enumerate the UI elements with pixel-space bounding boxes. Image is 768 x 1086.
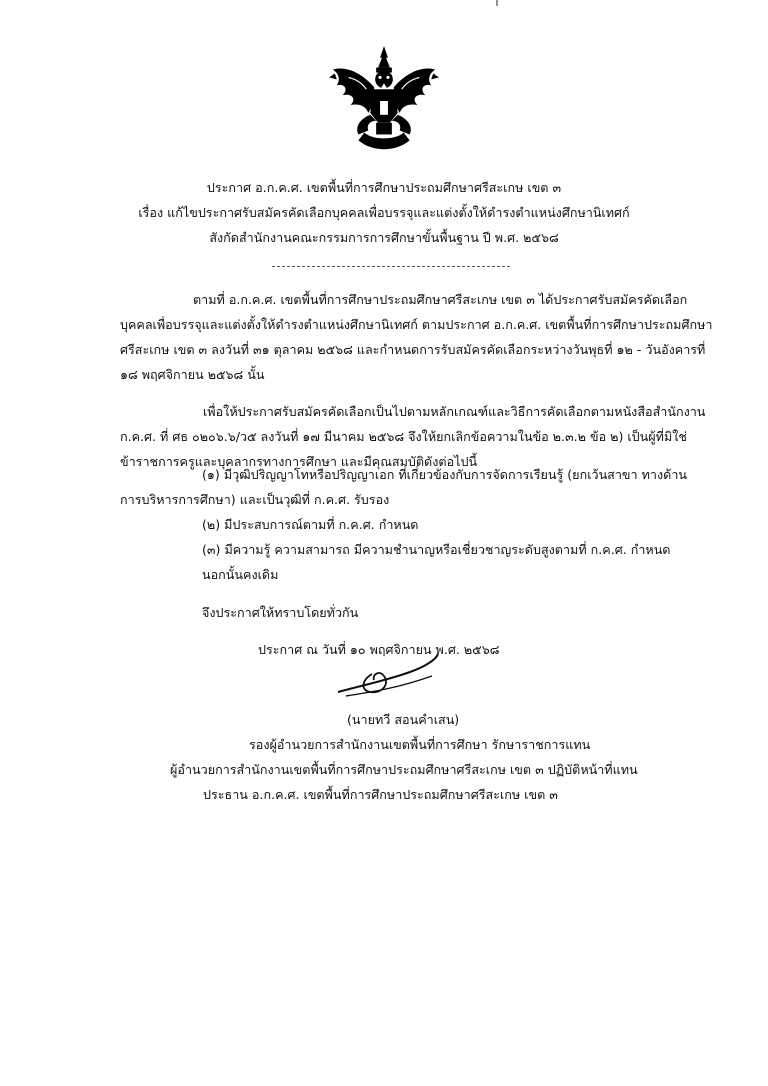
signer-position-3: ประธาน อ.ก.ค.ศ. เขตพื้นที่การศึกษาประถมศึกษาศรีสะเกษ เขต ๓ bbox=[203, 787, 558, 802]
announcement-date: ประกาศ ณ วันที่ ๑๐ พฤศจิกายน พ.ศ. ๒๕๖๘ bbox=[258, 642, 500, 657]
qualification-item-2: (๒) มีประสบการณ์ตามที่ ก.ค.ศ. กำหนด bbox=[202, 517, 419, 532]
scan-mark bbox=[492, 0, 502, 6]
qualification-item-1: (๑) มีวุฒิปริญญาโทหรือปริญญาเอก ที่เกี่ยวข้องกับการจัดการเรียนรู้ (ยกเว้นสาขา ทางด้าน bbox=[202, 467, 688, 482]
otherwise-unchanged: นอกนั้นคงเดิม bbox=[202, 567, 279, 582]
paragraph-2-line-2: ก.ค.ศ. ที่ ศธ ๐๒๐๖.๖/ว๕ ลงวันที่ ๑๗ มีนาคม ๒๕๖๘ จึงให้ยกเลิกข้อความในข้อ ๒.๓.๒ ข้อ ๒) เป็นผู้ที่มิใช่ bbox=[120, 429, 687, 444]
paragraph-1-line-3: ศรีสะเกษ เขต ๓ ลงวันที่ ๓๑ ตุลาคม ๒๕๖๘ และกำหนดการรับสมัครคัดเลือกระหว่างวันพุธที่ ๑๒ - วันอังคารที่ bbox=[120, 342, 706, 357]
signer-position-1: รองผู้อำนวยการสำนักงานเขตพื้นที่การศึกษา รักษาราชการแทน bbox=[249, 737, 591, 752]
paragraph-2-line-1: เพื่อให้ประกาศรับสมัครคัดเลือกเป็นไปตามหลักเกณฑ์และวิธีการคัดเลือกตามหนังสือสำนักงาน bbox=[203, 404, 706, 419]
signer-name: (นายทวี สอนคำเสน) bbox=[347, 712, 460, 727]
subject-line: เรื่อง แก้ไขประกาศรับสมัครคัดเลือกบุคคลเพื่อบรรจุและแต่งตั้งให้ดำรงตำแหน่งศึกษานิเทศก์ bbox=[138, 205, 630, 220]
garuda-emblem-icon bbox=[325, 44, 443, 162]
announcement-title: ประกาศ อ.ก.ค.ศ. เขตพื้นที่การศึกษาประถมศึกษาศรีสะเกษ เขต ๓ bbox=[206, 180, 562, 195]
qualification-item-1-cont: การบริหารการศึกษา) และเป็นวุฒิที่ ก.ค.ศ. รับรอง bbox=[120, 492, 390, 507]
paragraph-1-line-1: ตามที่ อ.ก.ค.ศ. เขตพื้นที่การศึกษาประถมศึกษาศรีสะเกษ เขต ๓ ได้ประกาศรับสมัครคัดเลือก bbox=[193, 292, 688, 307]
announcement-closing: จึงประกาศให้ทราบโดยทั่วกัน bbox=[202, 605, 359, 620]
signer-position-2: ผู้อำนวยการสำนักงานเขตพื้นที่การศึกษาประถมศึกษาศรีสะเกษ เขต ๓ ปฏิบัติหน้าที่แทน bbox=[170, 762, 638, 777]
paragraph-1-line-2: บุคคลเพื่อบรรจุและแต่งตั้งให้ดำรงตำแหน่งศึกษานิเทศก์ ตามประกาศ อ.ก.ค.ศ. เขตพื้นที่การศึกษาประถมศึกษา bbox=[120, 317, 713, 332]
paragraph-2-line-3: ข้าราชการครูและบุคลากรทางการศึกษา และมีคุณสมบัติดังต่อไปนี้ bbox=[120, 454, 478, 469]
qualification-item-3: (๓) มีความรู้ ความสามารถ มีความชำนาญหรือเชี่ยวชาญระดับสูงตามที่ ก.ค.ศ. กำหนด bbox=[202, 542, 671, 557]
handwritten-signature bbox=[332, 648, 442, 700]
affiliation-line: สังกัดสำนักงานคณะกรรมการการศึกษาขั้นพื้นฐาน ปี พ.ศ. ๒๕๖๘ bbox=[209, 230, 559, 245]
paragraph-1-line-4: ๑๘ พฤศจิกายน ๒๕๖๘ นั้น bbox=[120, 367, 265, 382]
divider bbox=[272, 266, 510, 267]
